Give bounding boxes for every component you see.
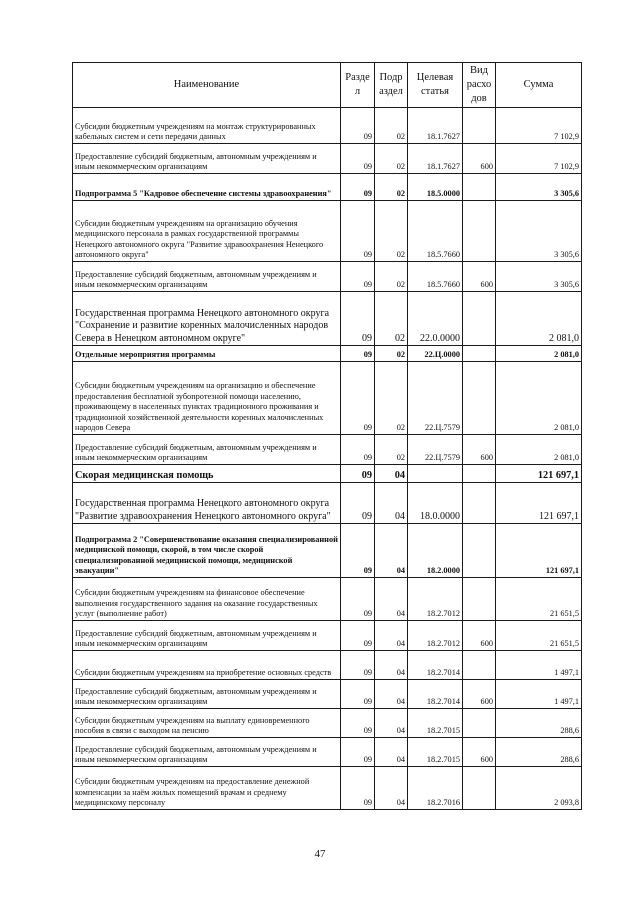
row-name: Предоставление субсидий бюджетным, автономным учреждениям и иным некоммерческим организациям [73,144,341,174]
header-row [73,63,582,108]
row-amount: 7 102,9 [496,108,582,144]
row-expense-type [463,362,496,435]
row-name: Субсидии бюджетным учреждениям на предоставление денежной компенсации за наём жилых помещений врачам и среднему медицинскому персоналу [73,767,341,810]
row-article: 18.2.7014 [408,680,463,709]
row-section: 09 [341,767,375,810]
table-row [73,108,582,144]
header-name: Наименование [73,63,341,108]
row-amount: 3 305,6 [496,262,582,292]
row-name: Предоставление субсидий бюджетным, автономным учреждениям и иным некоммерческим организациям [73,738,341,767]
row-name: Предоставление субсидий бюджетным, автономным учреждениям и иным некоммерческим организациям [73,262,341,292]
row-expense-type [463,292,496,346]
row-amount: 121 697,1 [496,483,582,524]
row-section: 09 [341,483,375,524]
header-article: Целевая статья [408,63,463,108]
row-article: 18.1.7627 [408,144,463,174]
row-name: Государственная программа Ненецкого автономного округа "Сохранение и развитие коренных малочисленных народов Севера в Ненецком автономном округе" [73,292,341,346]
header-expense-type: Вид расхо дов [463,63,496,108]
row-expense-type [463,108,496,144]
table-row [73,435,582,465]
row-name: Субсидии бюджетным учреждениям на монтаж структурированных кабельных систем и сети передачи данных [73,108,341,144]
row-article: 18.2.7015 [408,738,463,767]
row-article: 18.2.7016 [408,767,463,810]
row-section: 09 [341,680,375,709]
header-subsection: Подр аздел [375,63,408,108]
row-name: Государственная программа Ненецкого автономного округа "Развитие здравоохранения Ненецкого автономного округа" [73,483,341,524]
row-amount: 288,6 [496,709,582,738]
row-article: 22.Ц.7579 [408,435,463,465]
row-amount: 2 081,0 [496,362,582,435]
row-section: 09 [341,578,375,621]
row-section: 09 [341,262,375,292]
row-article: 18.2.7015 [408,709,463,738]
row-article: 22.Ц.7579 [408,362,463,435]
row-article: 18.5.7660 [408,262,463,292]
row-expense-type [463,709,496,738]
row-subsection: 02 [375,108,408,144]
row-amount: 1 497,1 [496,651,582,680]
table-row [73,680,582,709]
table-row [73,578,582,621]
row-section: 09 [341,435,375,465]
table-row [73,362,582,435]
table-row [73,738,582,767]
table-row [73,201,582,262]
row-amount: 2 093,8 [496,767,582,810]
row-expense-type [463,174,496,201]
row-expense-type: 600 [463,144,496,174]
table-row [73,524,582,578]
table-row [73,262,582,292]
table-row [73,621,582,651]
row-subsection: 04 [375,767,408,810]
row-subsection: 04 [375,578,408,621]
row-article: 18.2.0000 [408,524,463,578]
row-expense-type: 600 [463,680,496,709]
row-article: 22.0.0000 [408,292,463,346]
row-name: Предоставление субсидий бюджетным, автономным учреждениям и иным некоммерческим организациям [73,621,341,651]
row-section: 09 [341,108,375,144]
row-subsection: 04 [375,621,408,651]
row-section: 09 [341,621,375,651]
row-article: 18.5.7660 [408,201,463,262]
row-expense-type [463,578,496,621]
budget-table [72,62,582,810]
table-row [73,651,582,680]
row-section: 09 [341,651,375,680]
row-section: 09 [341,144,375,174]
row-article: 18.0.0000 [408,483,463,524]
row-subsection: 02 [375,201,408,262]
row-amount: 2 081,0 [496,292,582,346]
table-row [73,483,582,524]
row-subsection: 02 [375,435,408,465]
header-section: Разде л [341,63,375,108]
row-expense-type [463,524,496,578]
row-amount: 121 697,1 [496,465,582,483]
row-subsection: 02 [375,292,408,346]
row-expense-type: 600 [463,738,496,767]
row-amount: 3 305,6 [496,201,582,262]
row-subsection: 04 [375,680,408,709]
row-expense-type: 600 [463,621,496,651]
row-name: Субсидии бюджетным учреждениям на организацию и обеспечение предоставления бесплатной зубопротезной помощи населению, проживающему в населенных пунктах традиционного проживания и традиционной хозяйственной деятельности коренных малочисленных народов Севера [73,362,341,435]
row-subsection: 02 [375,346,408,362]
row-expense-type [463,201,496,262]
table-row [73,174,582,201]
row-expense-type: 600 [463,435,496,465]
row-expense-type: 600 [463,262,496,292]
row-subsection: 04 [375,709,408,738]
row-subsection: 02 [375,174,408,201]
table-row [73,767,582,810]
row-name: Скорая медицинская помощь [73,465,341,483]
row-amount: 21 651,5 [496,578,582,621]
table-row [73,346,582,362]
row-section: 09 [341,174,375,201]
row-subsection: 04 [375,465,408,483]
row-subsection: 02 [375,262,408,292]
row-amount: 2 081,0 [496,435,582,465]
row-name: Субсидии бюджетным учреждениям на организацию обучения медицинского персонала в рамках государственной программы Ненецкого автономного округа "Развитие здравоохранения Ненецкого автономного округа" [73,201,341,262]
row-expense-type [463,767,496,810]
row-amount: 1 497,1 [496,680,582,709]
table-row [73,465,582,483]
row-section: 09 [341,362,375,435]
table-row [73,709,582,738]
row-subsection: 04 [375,524,408,578]
table-row [73,144,582,174]
row-expense-type [463,651,496,680]
row-amount: 2 081,0 [496,346,582,362]
row-name: Подпрограмма 5 "Кадровое обеспечение системы здравоохранения" [73,174,341,201]
row-section: 09 [341,524,375,578]
row-name: Предоставление субсидий бюджетным, автономным учреждениям и иным некоммерческим организациям [73,680,341,709]
row-name: Субсидии бюджетным учреждениям на выплату единовременного пособия в связи с выходом на пенсию [73,709,341,738]
row-name: Подпрограмма 2 "Совершенствование оказания специализированной медицинской помощи, скорой, в том числе скорой специализированной медицинской помощи, медицинской эвакуации" [73,524,341,578]
row-article: 18.5.0000 [408,174,463,201]
row-expense-type [463,483,496,524]
row-subsection: 04 [375,738,408,767]
row-section: 09 [341,201,375,262]
row-article: 18.2.7012 [408,621,463,651]
row-expense-type [463,346,496,362]
table-row [73,292,582,346]
row-subsection: 02 [375,144,408,174]
header-amount: Сумма [496,63,582,108]
row-article [408,465,463,483]
row-amount: 288,6 [496,738,582,767]
row-name: Отдельные мероприятия программы [73,346,341,362]
row-article: 18.2.7014 [408,651,463,680]
row-subsection: 04 [375,651,408,680]
row-amount: 121 697,1 [496,524,582,578]
row-section: 09 [341,346,375,362]
row-expense-type [463,465,496,483]
row-subsection: 04 [375,483,408,524]
row-article: 18.2.7012 [408,578,463,621]
row-amount: 7 102,9 [496,144,582,174]
row-section: 09 [341,709,375,738]
row-name: Предоставление субсидий бюджетным, автономным учреждениям и иным некоммерческим организациям [73,435,341,465]
row-section: 09 [341,292,375,346]
row-name: Субсидии бюджетным учреждениям на приобретение основных средств [73,651,341,680]
row-amount: 3 305,6 [496,174,582,201]
row-article: 22.Ц.0000 [408,346,463,362]
row-subsection: 02 [375,362,408,435]
row-section: 09 [341,465,375,483]
row-name: Субсидии бюджетным учреждениям на финансовое обеспечение выполнения государственного задания на оказание государственных услуг (выполнение работ) [73,578,341,621]
row-article: 18.1.7627 [408,108,463,144]
page-number: 47 [314,848,326,860]
row-section: 09 [341,738,375,767]
row-amount: 21 651,5 [496,621,582,651]
